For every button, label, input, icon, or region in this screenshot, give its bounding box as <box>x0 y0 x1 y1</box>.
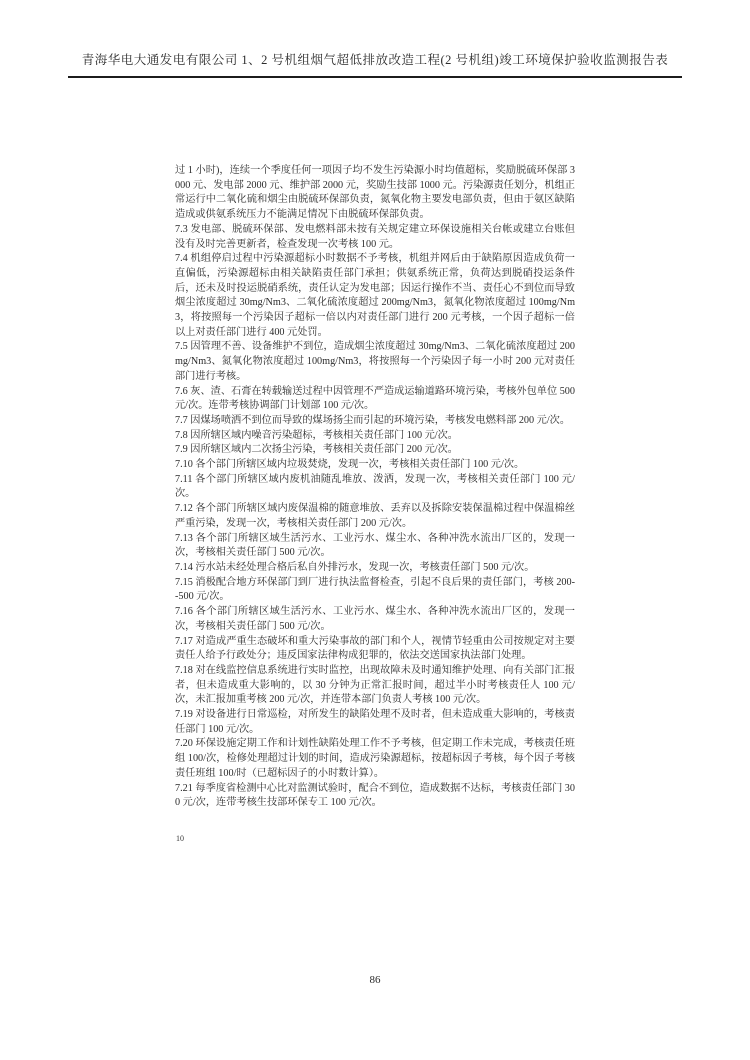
paragraph: 7.13 各个部门所辖区域生活污水、工业污水、煤尘水、各种冲洗水流出厂区的，发现一次，考核相关责任部门 500 元/次。 <box>175 532 575 559</box>
paragraph: 7.15 消极配合地方环保部门到厂进行执法监督检查，引起不良后果的责任部门，考核 200--500 元/次。 <box>175 576 575 603</box>
paragraph: 7.7 因煤场喷洒不到位而导致的煤场扬尘而引起的环境污染，考核发电燃料部 200 元/次。 <box>175 414 571 426</box>
paragraph: 7.4 机组停启过程中污染源超标小时数据不予考核，机组并网后由于缺陷原因造成负荷一直偏低，污染源超标由相关缺陷责任部门承担；供氨系统正常，负荷达到脱硝投运条件后，还未及时投运脱硝系统，责任认定为发电部；因运行操作不当、责任心不到位而导致烟尘浓度超过 30mg/Nm3、二氧化硫浓度超过 200mg/Nm3，氮氧化物浓度超过 100mg/Nm3，将按照每一个污染因子超标一倍以内对责任部门进行 200 元考核，一个因子超标一倍以上对责任部门进行 400 元处罚。 <box>175 253 575 338</box>
paragraph: 7.10 各个部门所辖区域内垃圾焚烧，发现一次，考核相关责任部门 100 元/次。 <box>175 459 525 471</box>
paragraph: 7.18 对在线监控信息系统进行实时监控，出现故障未及时通知维护处理、向有关部门汇报者，但未造成重大影响的，以 30 分钟为正常汇报时间，超过半小时考核责任人 100 元/次，未汇报加重考核 200 元/次，并连带本部门负责人考核 100 元/次。 <box>175 664 575 706</box>
paragraph: 过 1 小时)，连续一个季度任何一项因子均不发生污染源小时均值超标，奖励脱硫环保部 3000 元、发电部 2000 元、维护部 2000 元，奖励生技部 1000 元。污染源责任划分，机组正常运行中二氧化硫和烟尘由脱硫环保部负责，氮氧化物主要发电部负责，但由于氨区缺陷造成或供氨系统压力不能满足情况下由脱硫环保部负责。 <box>175 165 575 221</box>
paragraph: 7.5 因管理不善、设备维护不到位，造成烟尘浓度超过 30mg/Nm3、二氧化硫浓度超过 200mg/Nm3、氮氧化物浓度超过 100mg/Nm3，将按照每一个污染因子每一小时 200 元对责任部门进行考核。 <box>175 341 575 382</box>
paragraph: 7.8 因所辖区域内噪音污染超标，考核相关责任部门 100 元/次。 <box>175 429 458 441</box>
paragraph: 7.20 环保设施定期工作和计划性缺陷处理工作不予考核，但定期工作未完成，考核责任班组 100/次，检修处理超过计划的时间，造成污染源超标，按超标因子考核，每个因子考核责任班组 100/时（已超标因子的小时数计算）。 <box>175 738 575 779</box>
paragraph: 7.6 灰、渣、石膏在转载输送过程中因管理不严造成运输道路环境污染，考核外包单位 500 元/次。连带考核协调部门计划部 100 元/次。 <box>175 385 575 412</box>
paragraph: 7.19 对设备进行日常巡检，对所发生的缺陷处理不及时者，但未造成重大影响的，考核责任部门 100 元/次。 <box>175 709 575 735</box>
paragraph: 7.21 每季度省检测中心比对监测试验时，配合不到位，造成数据不达标，考核责任部门 300 元/次，连带考核生技部环保专工 100 元/次。 <box>175 782 575 809</box>
paragraph: 7.14 污水站未经处理合格后私自外排污水，发现一次，考核责任部门 500 元/次。 <box>175 561 535 573</box>
header-divider <box>68 76 682 78</box>
paragraph: 7.12 各个部门所辖区域内废保温棉的随意堆放、丢弃以及拆除安装保温棉过程中保温棉丝严重污染，发现一次，考核相关责任部门 200 元/次。 <box>175 503 575 529</box>
page-number: 86 <box>369 974 381 986</box>
paragraph: 7.11 各个部门所辖区域内废机油随乱堆放、泼洒，发现一次，考核相关责任部门 100 元/次。 <box>175 473 575 500</box>
paragraph: 7.17 对造成严重生态破坏和重大污染事故的部门和个人，视情节轻重由公司按规定对主要责任人给予行政处分；违反国家法律构成犯罪的，依法交送国家执法部门处理。 <box>175 635 575 662</box>
document-body <box>175 164 575 811</box>
section-page-number: 10 <box>176 834 184 843</box>
paragraph: 7.9 因所辖区域内二次扬尘污染，考核相关责任部门 200 元/次。 <box>175 444 458 456</box>
page-header-title: 青海华电大通发电有限公司 1、2 号机组烟气超低排放改造工程(2 号机组)竣工环境保护验收监测报告表 <box>81 53 669 67</box>
paragraph: 7.16 各个部门所辖区域生活污水、工业污水、煤尘水、各种冲洗水流出厂区的，发现一次，考核相关责任部门 500 元/次。 <box>175 606 575 632</box>
paragraph: 7.3 发电部、脱硫环保部、发电燃料部未按有关规定建立环保设施相关台帐或建立台账但没有及时完善更新者，检查发现一次考核 100 元。 <box>175 223 575 250</box>
